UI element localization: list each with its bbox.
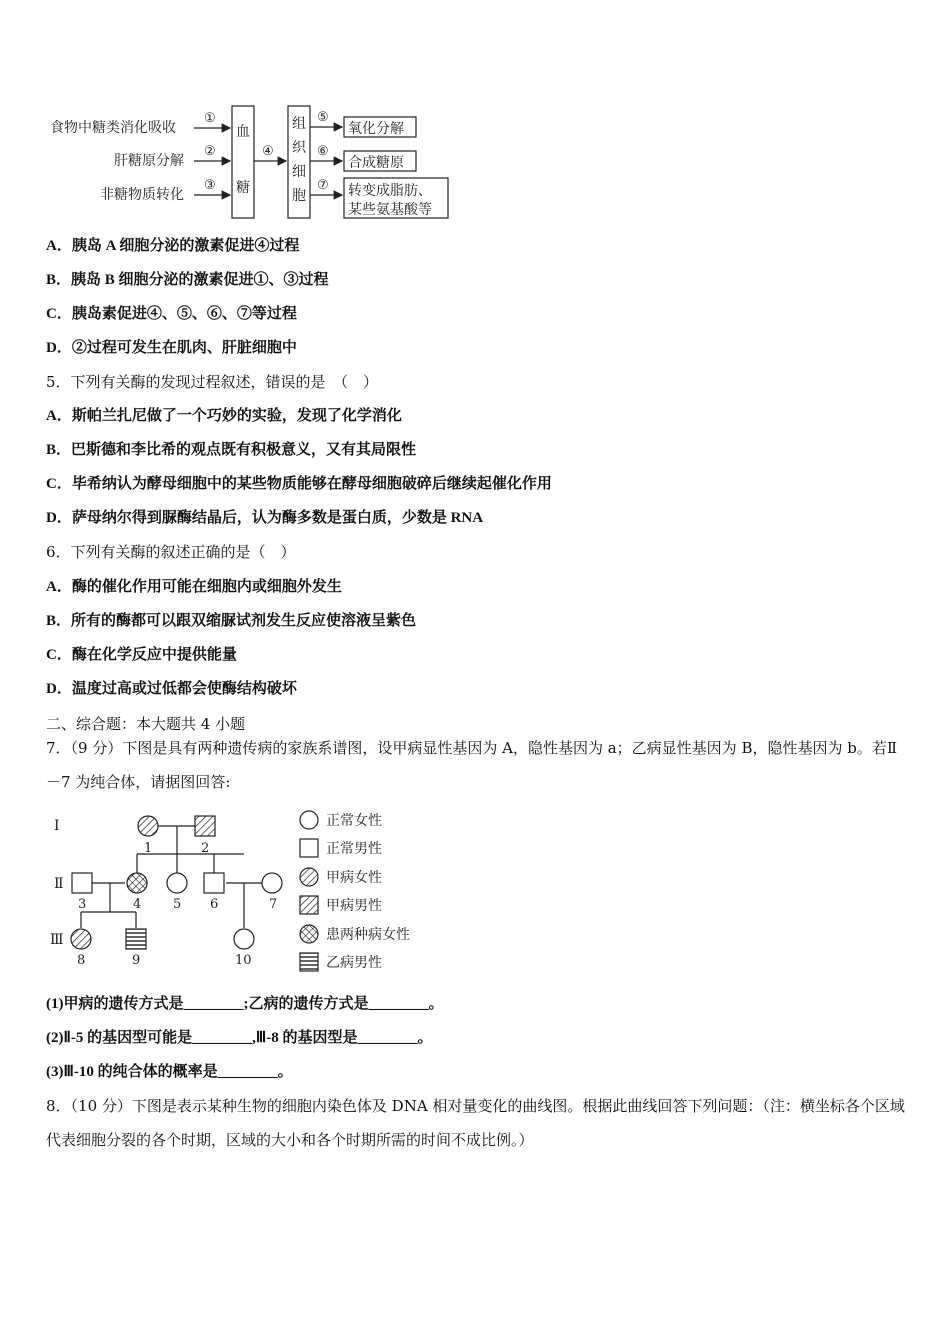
q4-option-b: B．胰岛 B 细胞分泌的激素促进①、③过程 xyxy=(46,272,329,288)
q5-option-c: C．毕希纳认为酵母细胞中的某些物质能够在酵母细胞破碎后继续起催化作用 xyxy=(46,476,552,492)
q6-option-b: B．所有的酶都可以跟双缩脲试剂发生反应使溶液呈紫色 xyxy=(46,613,417,629)
num-10: 10 xyxy=(235,953,252,968)
num-7: 7 xyxy=(269,897,278,912)
num-3: 3 xyxy=(78,897,87,912)
num-5: 5 xyxy=(173,897,182,912)
person-10-normal-female xyxy=(234,929,254,949)
person-5-normal-female xyxy=(167,873,187,893)
num-2: 2 xyxy=(201,841,210,856)
blood-sugar-diagram xyxy=(44,100,464,225)
output-convert-2: 某些氨基酸等 xyxy=(348,202,432,218)
num-1: 1 xyxy=(144,841,153,856)
num-9: 9 xyxy=(132,953,141,968)
q7-stem: 7．（9 分）下图是具有两种遗传病的家族系谱图，设甲病显性基因为 A，隐性基因为 a；乙病显性基因为 B，隐性基因为 b。若Ⅱ－7 为纯合体，请据图回答: xyxy=(46,739,898,791)
q5-option-a: A．斯帕兰扎尼做了一个巧妙的实验，发现了化学消化 xyxy=(46,408,402,424)
section-2-heading: 二、综合题：本大题共 4 小题 xyxy=(46,715,246,733)
legend-both-female: 患两种病女性 xyxy=(326,927,410,943)
q7-sub-2: (2)Ⅱ-5 的基因型可能是________,Ⅲ-8 的基因型是________。 xyxy=(46,1030,433,1046)
q5-stem: 5．下列有关酶的发现过程叙述，错误的是 （ ） xyxy=(46,373,379,391)
gen-label-1: Ⅰ xyxy=(54,818,60,834)
tissue-char-3: 细 xyxy=(292,164,306,180)
legend-b-male: 乙病男性 xyxy=(326,955,382,971)
person-8-affected-female xyxy=(71,929,91,949)
person-4-both-diseases-female xyxy=(127,873,147,893)
q6-option-a: A．酶的催化作用可能在细胞内或细胞外发生 xyxy=(46,579,342,595)
num-8: 8 xyxy=(77,953,86,968)
gen-label-2: Ⅱ xyxy=(54,876,64,892)
tissue-char-1: 组 xyxy=(292,116,306,132)
tissue-char-2: 织 xyxy=(292,140,306,156)
blood-char-1: 血 xyxy=(236,124,250,140)
output-oxidation: 氧化分解 xyxy=(348,121,404,137)
person-9-disease-b-male xyxy=(126,929,146,949)
blood-char-2: 糖 xyxy=(236,180,250,196)
q4-option-a: A．胰岛 A 细胞分泌的激素促进④过程 xyxy=(46,238,300,254)
gen-label-3: Ⅲ xyxy=(50,932,64,948)
person-1-affected-female xyxy=(138,816,158,836)
q6-option-c: C．酶在化学反应中提供能量 xyxy=(46,647,237,663)
input-glycogen: 肝糖原分解 xyxy=(114,153,184,169)
q4-option-c: C．胰岛素促进④、⑤、⑥、⑦等过程 xyxy=(46,306,297,322)
person-3-normal-male xyxy=(72,873,92,893)
pedigree-chart xyxy=(44,808,444,976)
mark-1: ① xyxy=(204,111,216,126)
q7-sub-3: (3)Ⅲ-10 的纯合体的概率是________。 xyxy=(46,1064,293,1080)
legend-normal-female: 正常女性 xyxy=(326,813,382,829)
mark-2: ② xyxy=(204,144,216,159)
person-7-normal-female xyxy=(262,873,282,893)
person-2-affected-male xyxy=(195,816,215,836)
q6-stem: 6．下列有关酶的叙述正确的是（ ） xyxy=(46,543,296,561)
num-6: 6 xyxy=(210,897,219,912)
mark-3: ③ xyxy=(204,178,216,193)
q6-option-d: D．温度过高或过低都会使酶结构破坏 xyxy=(46,681,297,697)
input-nonsugar: 非糖物质转化 xyxy=(100,187,184,203)
legend-a-male: 甲病男性 xyxy=(326,898,382,914)
q7-sub-1: (1)甲病的遗传方式是________;乙病的遗传方式是________。 xyxy=(46,996,444,1012)
output-glycogen: 合成糖原 xyxy=(348,155,404,171)
person-6-normal-male xyxy=(204,873,224,893)
mark-7: ⑦ xyxy=(317,178,329,193)
tissue-char-4: 胞 xyxy=(292,188,306,204)
mark-6: ⑥ xyxy=(317,144,329,159)
legend-normal-male: 正常男性 xyxy=(326,841,382,857)
input-food: 食物中糖类消化吸收 xyxy=(50,120,176,136)
num-4: 4 xyxy=(133,897,142,912)
q5-option-d: D．萨母纳尔得到脲酶结晶后，认为酶多数是蛋白质，少数是 RNA xyxy=(46,510,484,526)
output-convert-1: 转变成脂肪、 xyxy=(348,183,432,199)
legend-a-female: 甲病女性 xyxy=(326,870,382,886)
q5-option-b: B．巴斯德和李比希的观点既有积极意义，又有其局限性 xyxy=(46,442,417,458)
q8-stem: 8．（10 分）下图是表示某种生物的细胞内染色体及 DNA 相对量变化的曲线图。根据此曲线回答下列问题：（注：横坐标各个区域代表细胞分裂的各个时期，区域的大小和各个时期所需的时间不成比例。） xyxy=(46,1097,905,1149)
mark-4: ④ xyxy=(262,144,274,159)
mark-5: ⑤ xyxy=(317,110,329,125)
q4-option-d: D．②过程可发生在肌肉、肝脏细胞中 xyxy=(46,340,297,356)
blood-sugar-box xyxy=(232,106,254,218)
